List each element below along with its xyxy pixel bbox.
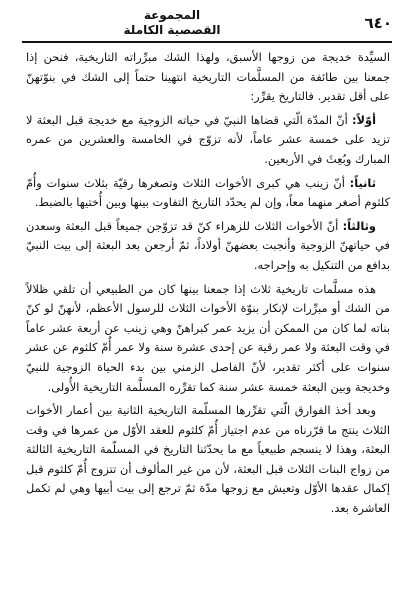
paragraph-first-fact bbox=[26, 111, 390, 170]
paragraph-conclusion-text: هذه مسلَّمات تاريخية ثلاث إذا جمعنا بينها كان من الطبيعي أن تلقي ظلالاً من الشك أو مبرِّرات لإنكار بنوّة الأخوات الثلاث للرسول الأعظم، لأنهنّ لو كنّ بناته لما كان من الممكن أن يزيد عمر كبراهنّ وهي زينب عن أربعة عشر عاماً في وقت البعثة ولا عمر رقية عن إحدى عشرة سنة ولا عمر أُمّ كلثوم عن عشر سنوات على أكثر تقدير، لأنّ الفاصل الزمني بين بدء الحياة الزوجية للنبيّ وخديجة وبين البعثة خمسة عشر سنة كما تقرِّره المسلَّمة التاريخية الأُولى. bbox=[26, 281, 390, 394]
page-number: ٦٤٠ bbox=[364, 14, 392, 32]
paragraph-second-fact bbox=[26, 174, 390, 213]
running-title bbox=[72, 8, 272, 38]
paragraph-final bbox=[26, 401, 390, 519]
paragraph-final-text: وبعد أخذ الفوارق الّتي تقرِّرها المسلّمة التاريخية الثانية بين أعمار الأخوات الثلاث ينتج ما قرّرناه من عدم اجتياز أُمّ كلثوم للعقد الأوّل من عمرها في وقت البعثة، وهذا لا ينسجم طبيعياً مع ما يحدّثنا التاريخ في المسلّمة التاريخية الثالثة من زواج البنات الثلاث قبل البعثة، لأن من غير المألوف أن تتزوج أُمّ كلثوم قبل إكمال عقدها الأوّل وتعيش مع زوجها مدّة ثمّ ترجع إلى بيت أبيها وهي لم تكمل العاشرة بعد. bbox=[26, 403, 390, 516]
paragraph-third-fact-lead: وثالثاً: bbox=[342, 218, 376, 233]
paragraph-intro bbox=[26, 48, 390, 107]
paragraph-conclusion bbox=[26, 280, 390, 398]
paragraph-second-fact-text: أنّ زينب هي كبرى الأخوات الثلاث وتصغرها رقيّة بثلاث سنوات وأُمّ كلثوم أصغر منهما معاً، وإن لم يحدّد التاريخ التفاوت بينها وبين أُختيها بالضبط. bbox=[26, 175, 390, 210]
paragraph-second-fact-lead: ثانياً: bbox=[349, 175, 376, 190]
page-header bbox=[22, 8, 392, 44]
running-title-line-1: المجموعة bbox=[143, 8, 201, 22]
paragraph-first-fact-lead: أوّلاً: bbox=[351, 112, 376, 127]
header-rule bbox=[22, 41, 392, 43]
running-title-line-2: القصصية الكاملة bbox=[123, 23, 221, 37]
body-text bbox=[26, 48, 390, 523]
paragraph-third-fact bbox=[26, 217, 390, 276]
paragraph-third-fact-text: أنّ الأخوات الثلاث للزهراء كنّ قد تزوّجن جميعاً قبل البعثة وسعدن في حياتهنّ الزوجية وأنجبت بعضهنّ أولاداً، ثمّ أرجعن بعد البعثة إلى بيت النبيّ بدافع من التنكيل به وإحراجه. bbox=[26, 218, 390, 272]
paragraph-intro-text: السيِّدة خديجة من زوجها الأسبق، ولهذا الشك مبرِّراته التاريخية، فنحن إذا جمعنا بين طائفة من المسلَّمات التاريخية انتهينا حتماً إلى الشك في بنوّتهنّ على أقل تقدير. فالتاريخ يقرِّر: bbox=[26, 50, 390, 104]
paragraph-first-fact-text: أنّ المدّة الّتي قضاها النبيّ في حياته الزوجية مع خديجة قبل البعثة لا تزيد على خمسة عشر عاماً، لأنه تزوّج في الخامسة والعشرين من عمره المبارك وبُعِثَ في الأربعين. bbox=[26, 112, 390, 166]
